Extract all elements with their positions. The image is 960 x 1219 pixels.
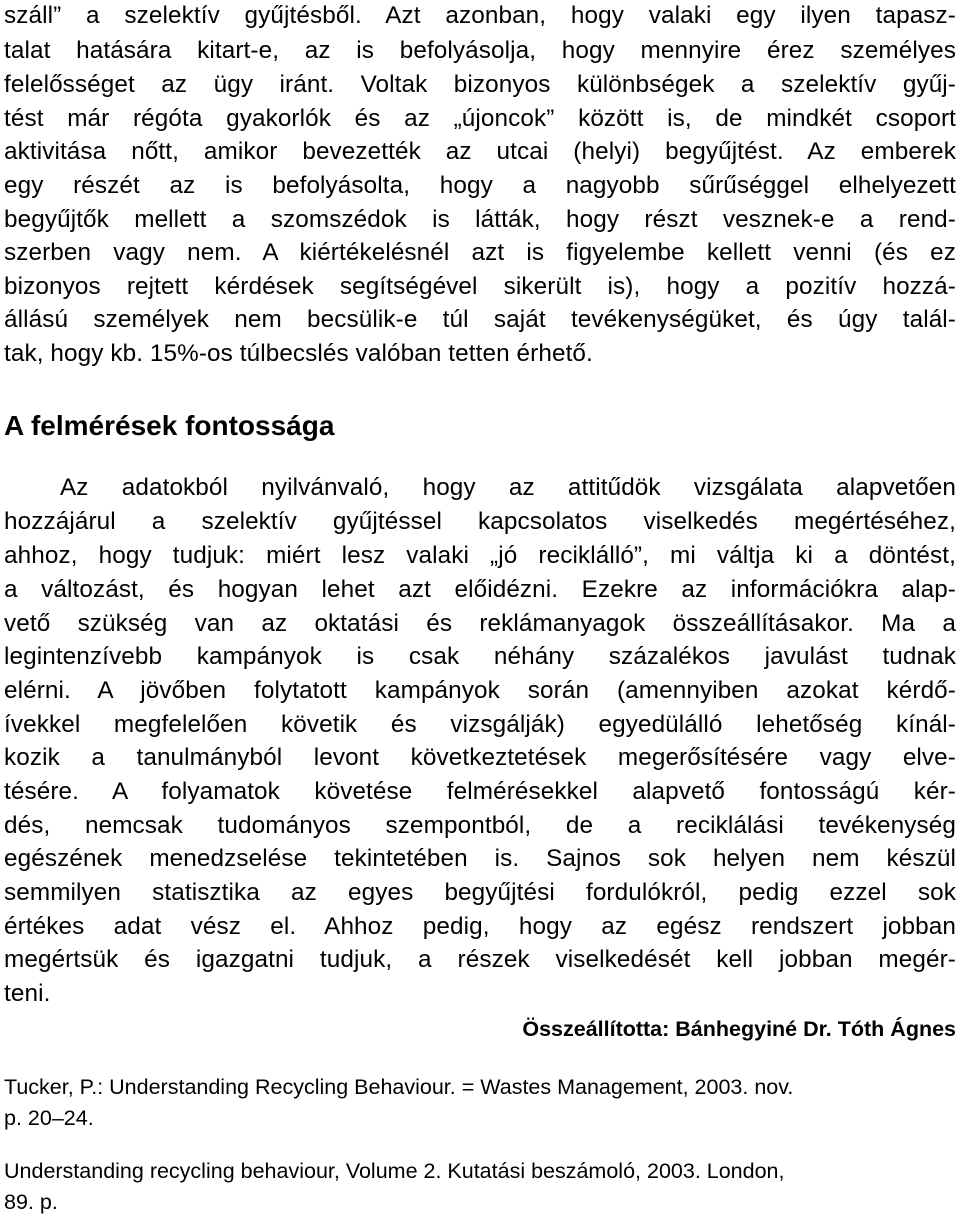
paragraph-line: elérni. A jövőben folytatott kampányok során (amennyiben azokat kérdő- <box>4 677 956 704</box>
paragraph-line: egészének menedzselése tekintetében is. Sajnos sok helyen nem készül <box>4 845 956 872</box>
paragraph-line: aktivitása nőtt, amikor bevezették az utcai (helyi) begyűjtést. Az emberek <box>4 138 956 165</box>
paragraph-line: hozzájárul a szelektív gyűjtéssel kapcsolatos viselkedés megértéséhez, <box>4 508 956 535</box>
paragraph-line: talat hatására kitart-e, az is befolyásolja, hogy mennyire érez személyes <box>4 37 956 64</box>
paragraph-line: teni. <box>4 980 51 1007</box>
reference-line: Tucker, P.: Understanding Recycling Behaviour. = Wastes Management, 2003. nov. <box>4 1075 794 1099</box>
paragraph-line: tést már régóta gyakorlók és az „újoncok” között is, de mindkét csoport <box>4 105 956 132</box>
section-heading: A felmérések fontossága <box>4 410 335 441</box>
paragraph-line: szerben vagy nem. A kiértékelésnél azt is figyelembe kellett venni (és ez <box>4 239 956 266</box>
paragraph-line: tésére. A folyamatok követése felmérésekkel alapvető fontosságú kér- <box>4 778 956 805</box>
paragraph-line: begyűjtők mellett a szomszédok is látták, hogy részt vesznek-e a rend- <box>4 206 956 233</box>
paragraph-line: megértsük és igazgatni tudjuk, a részek viselkedését kell jobban megér- <box>4 946 956 973</box>
paragraph-line: a változást, és hogyan lehet azt előidézni. Ezekre az információkra alap- <box>4 576 956 603</box>
paragraph-line: ívekkel megfelelően követik és vizsgálják) egyedülálló lehetőség kínál- <box>4 711 956 738</box>
paragraph-line: értékes adat vész el. Ahhoz pedig, hogy az egész rendszert jobban <box>4 913 956 940</box>
paragraph-line: tak, hogy kb. 15%-os túlbecslés valóban tetten érhető. <box>4 340 593 367</box>
paragraph-line: semmilyen statisztika az egyes begyűjtési fordulókról, pedig ezzel sok <box>4 879 956 906</box>
paragraph-line: egy részét az is befolyásolta, hogy a nagyobb sűrűséggel elhelyezett <box>4 172 956 199</box>
paragraph-line: vető szükség van az oktatási és reklámanyagok összeállításakor. Ma a <box>4 610 956 637</box>
paragraph-line: legintenzívebb kampányok is csak néhány százalékos javulást tudnak <box>4 643 956 670</box>
paragraph-line: állású személyek nem becsülik-e túl saját tevékenységüket, és úgy talál- <box>4 306 956 333</box>
paragraph-line: bizonyos rejtett kérdések segítségével sikerült is), hogy a pozitív hozzá- <box>4 273 956 300</box>
paragraph-line: Az adatokból nyilvánvaló, hogy az attitűdök vizsgálata alapvetően <box>60 474 956 501</box>
paragraph-line: ahhoz, hogy tudjuk: miért lesz valaki „jó reciklálló”, mi váltja ki a döntést, <box>4 542 956 569</box>
paragraph-line: dés, nemcsak tudományos szempontból, de a reciklálási tevékenység <box>4 812 956 839</box>
paragraph-line: felelősséget az ügy iránt. Voltak bizonyos különbségek a szelektív gyűj- <box>4 71 956 98</box>
paragraph-line: száll” a szelektív gyűjtésből. Azt azonban, hogy valaki egy ilyen tapasz- <box>4 2 956 29</box>
reference-line: 89. p. <box>4 1190 58 1214</box>
author-signature: Összeállította: Bánhegyiné Dr. Tóth Ágnes <box>522 1017 956 1041</box>
reference-line: p. 20–24. <box>4 1106 94 1130</box>
reference-line: Understanding recycling behaviour, Volume 2. Kutatási beszámoló, 2003. London, <box>4 1159 785 1183</box>
paragraph-line: kozik a tanulmányból levont következtetések megerősítésére vagy elve- <box>4 744 956 771</box>
